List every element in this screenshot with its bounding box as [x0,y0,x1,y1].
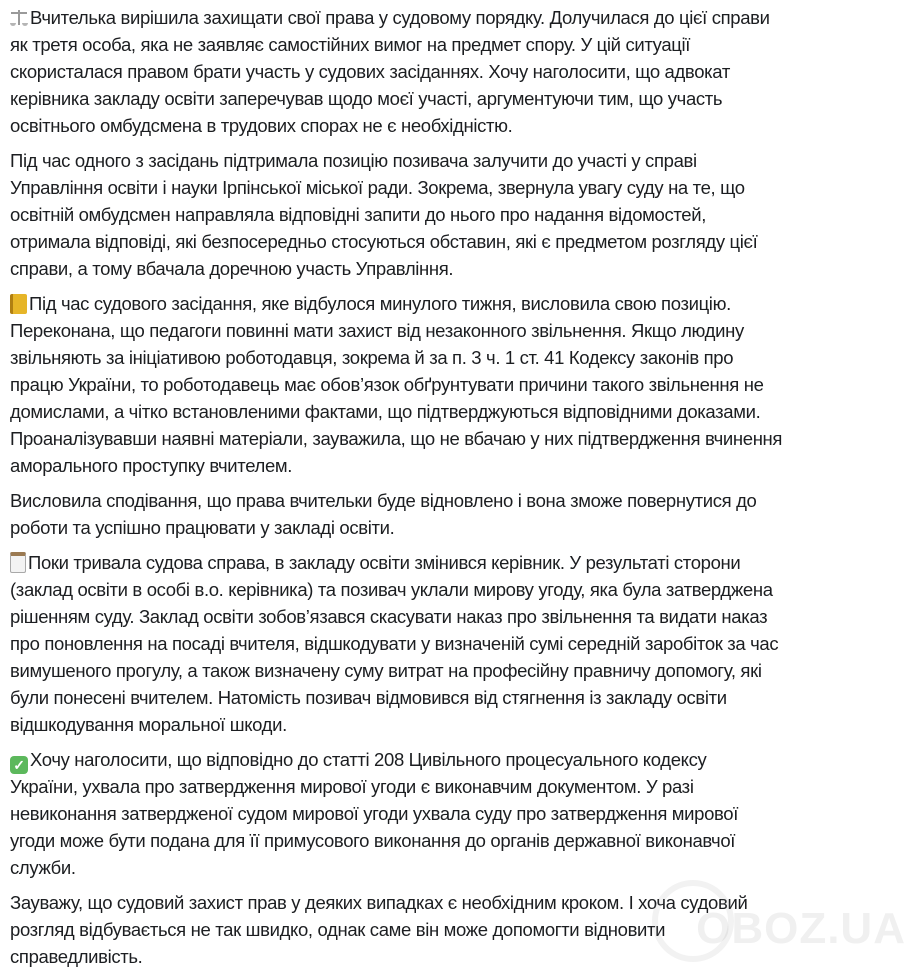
text-line-content: вимушеного прогулу, а також визначену суму витрат на професійну правничу допомогу, які [10,660,762,681]
text-line-content: звільняють за ініціативою роботодавця, зокрема й за п. 3 ч. 1 ст. 41 Кодексу законів про [10,347,734,368]
text-line-content: як третя особа, яка не заявляє самостійних вимог на предмет спору. У цій ситуації [10,34,691,55]
text-line [10,58,924,85]
paragraph [10,290,924,479]
text-line [10,711,924,738]
text-line-content: Висловила сподівання, що права вчительки буде відновлено і вона зможе повернутися до [10,490,757,511]
paragraph [10,487,924,541]
text-line [10,514,924,541]
text-line-content: України, ухвала про затвердження мирової угоди є виконавчим документом. У разі [10,776,694,797]
notepad-icon [10,552,26,573]
watermark: OBOZ.UA [696,904,906,953]
text-line [10,371,924,398]
text-line-content: невиконання затвердженої судом мирової угоди ухвала суду про затвердження мирової [10,803,739,824]
text-line [10,576,924,603]
text-line-content: аморального проступку вчителем. [10,455,293,476]
text-line [10,425,924,452]
text-line [10,630,924,657]
paragraph [10,746,924,881]
text-line-content: керівника закладу освіти заперечував щодо моєї участі, аргументуючи тим, що участь [10,88,723,109]
text-line-content: Управління освіти і науки Ірпінської міської ради. Зокрема, звернула увагу суду на те, що [10,177,745,198]
text-line-content: відшкодування моральної шкоди. [10,714,287,735]
text-line-content: (заклад освіти в особі в.о. керівника) та позивач уклали мирову угоду, яка була затверджена [10,579,773,600]
text-line [10,290,924,317]
text-line-content: роботи та успішно працювати у закладі освіти. [10,517,395,538]
text-line-content: про поновлення на посаді вчителя, відшкодувати у визначеній сумі середній заробіток за час [10,633,779,654]
text-line [10,452,924,479]
text-line [10,31,924,58]
text-line [10,773,924,800]
scales-icon [10,8,28,28]
text-line-content: Зауважу, що судовий захист прав у деяких випадках є необхідним кроком. І хоча судовий [10,892,748,913]
text-line [10,854,924,881]
text-line [10,800,924,827]
text-line-content: Проаналізувавши наявні матеріали, зауважила, що не вбачаю у них підтвердження вчинення [10,428,783,449]
paragraph [10,549,924,738]
paragraph [10,4,924,139]
text-line [10,112,924,139]
text-line [10,344,924,371]
check-mark-icon: ✓ [10,756,28,774]
text-line [10,85,924,112]
text-line [10,398,924,425]
notebook-icon [10,294,27,314]
text-line-content: Хочу наголосити, що відповідно до статті 208 Цивільного процесуального кодексу [30,749,707,770]
text-line [10,228,924,255]
text-line-content: Поки тривала судова справа, в закладу освіти змінився керівник. У результаті сторони [28,552,741,573]
text-line-content: рішенням суду. Заклад освіти зобов’язався скасувати наказ про звільнення та видати наказ [10,606,768,627]
paragraph [10,147,924,282]
text-line [10,827,924,854]
text-line-content: отримала відповіді, які безпосередньо стосуються обставин, які є предметом розгляду цієї [10,231,758,252]
text-line [10,174,924,201]
text-line [10,317,924,344]
text-line-content: справедливість. [10,946,143,967]
text-line-content: освітній омбудсмен направляла відповідні запити до нього про надання відомостей, [10,204,706,225]
text-line [10,4,924,31]
text-line-content: були понесені вчителем. Натомість позивач відмовився від стягнення із закладу освіти [10,687,727,708]
text-line [10,549,924,576]
text-line-content: Переконана, що педагоги повинні мати захист від незаконного звільнення. Якщо людину [10,320,744,341]
text-line-content: Під час одного з засідань підтримала позицію позивача залучити до участі у справі [10,150,697,171]
text-line-content: освітнього омбудсмена в трудових спорах не є необхідністю. [10,115,513,136]
text-line-content: Під час судового засідання, яке відбулося минулого тижня, висловила свою позицію. [29,293,731,314]
text-line [10,201,924,228]
text-line-content: працю України, то роботодавець має обов’язок обґрунтувати причини такого звільнення не [10,374,764,395]
text-line-content: угоди може бути подана для її примусового виконання до органів державної виконавчої [10,830,736,851]
text-line [10,147,924,174]
text-line-content: скористалася правом брати участь у судових засіданнях. Хочу наголосити, що адвокат [10,61,730,82]
text-line [10,657,924,684]
text-line [10,255,924,282]
text-line [10,746,924,773]
text-line-content: домислами, а чітко встановленими фактами, що підтверджуються відповідними доказами. [10,401,761,422]
text-line [10,684,924,711]
text-line-content: справи, а тому вбачала доречною участь Управління. [10,258,454,279]
text-line-content: Вчителька вирішила захищати свої права у судовому порядку. Долучилася до цієї справи [30,7,770,28]
text-line [10,487,924,514]
text-line-content: служби. [10,857,76,878]
text-line-content: розгляд відбувається не так швидко, однак саме він може допомогти відновити [10,919,666,940]
text-line [10,603,924,630]
